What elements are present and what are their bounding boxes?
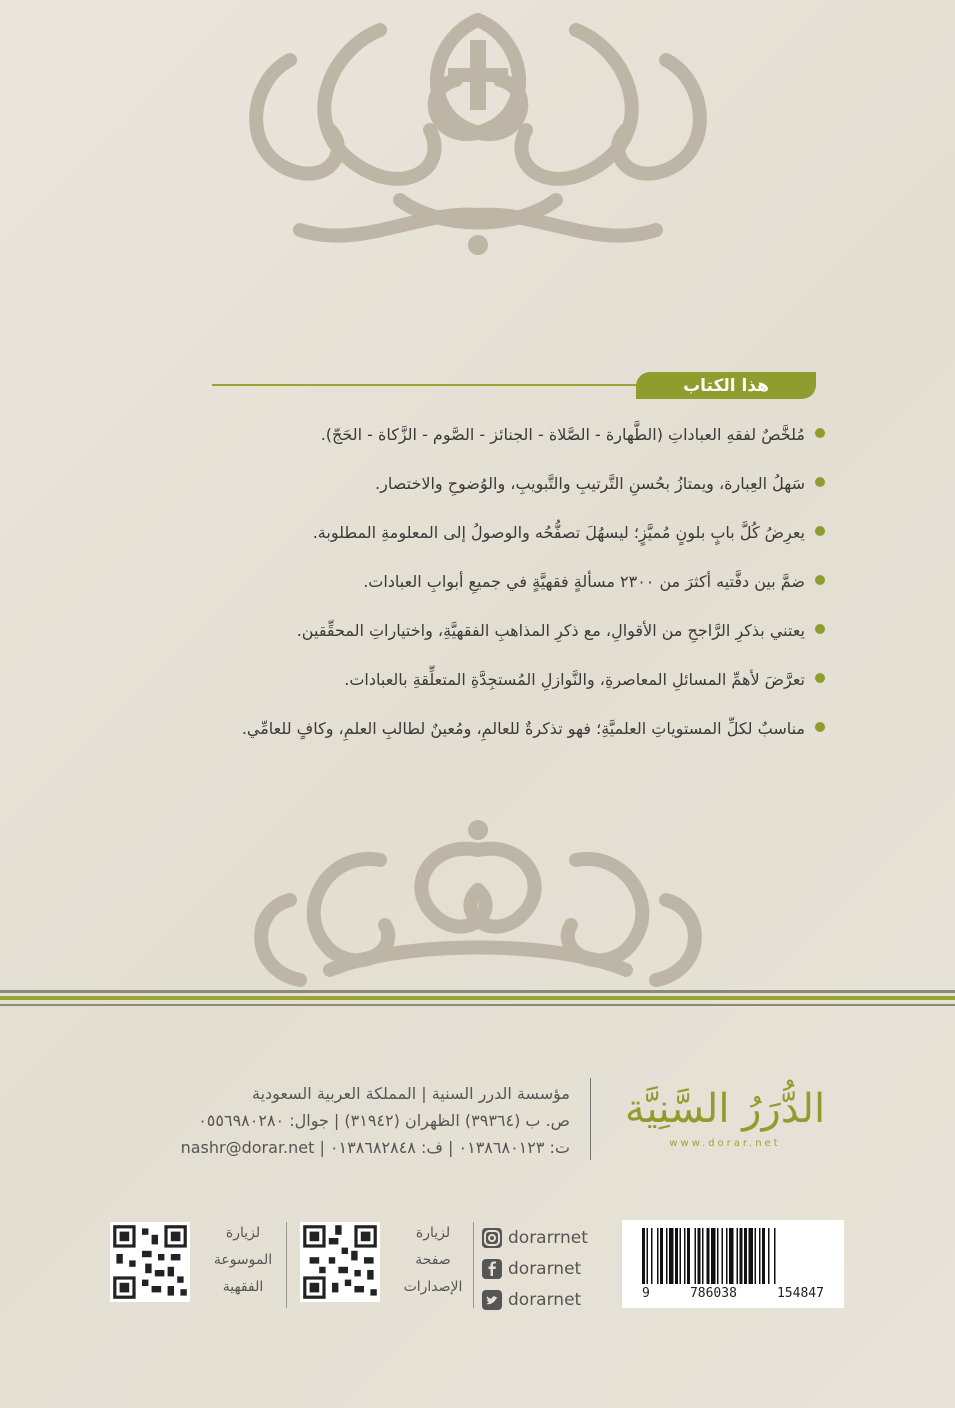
bullet-icon bbox=[815, 575, 825, 585]
barcode-bar bbox=[737, 1228, 739, 1284]
barcode-bar bbox=[755, 1228, 757, 1284]
barcode-bar bbox=[726, 1228, 728, 1284]
top-ornament-decoration bbox=[0, 0, 955, 260]
social-links bbox=[482, 1222, 592, 1315]
barcode-bars bbox=[642, 1228, 824, 1284]
barcode-bar bbox=[695, 1228, 697, 1284]
feature-item: مُلخَّصٌ لفقهِ العباداتِ (الطَّهارة - الصَّلاة - الجنائز - الصَّوم - الزَّكاة - الحَجّ). bbox=[205, 410, 825, 459]
vertical-divider bbox=[590, 1078, 591, 1160]
barcode-bar bbox=[647, 1228, 649, 1284]
barcode-bar bbox=[717, 1228, 719, 1284]
social-link-facebook[interactable]: dorarnet bbox=[482, 1253, 592, 1284]
barcode-bar bbox=[687, 1228, 690, 1284]
feature-item: يعتني بذكرِ الرَّاجحِ من الأقوالِ، مع ذكرِ المذاهبِ الفقهيَّةِ، واختياراتِ المحقِّقين. bbox=[205, 606, 825, 655]
barcode-bar bbox=[759, 1228, 761, 1284]
qr-code-encyclopedia[interactable] bbox=[110, 1222, 190, 1302]
social-link-instagram[interactable]: dorarrnet bbox=[482, 1222, 592, 1253]
barcode-bar bbox=[722, 1228, 724, 1284]
isbn-barcode bbox=[622, 1220, 844, 1308]
barcode-bar bbox=[774, 1228, 776, 1284]
barcode-bar bbox=[669, 1228, 674, 1284]
vertical-divider bbox=[286, 1222, 287, 1308]
bullet-icon bbox=[815, 428, 825, 438]
logo-wordmark: الدُّرَرُ السَّنِيَّة bbox=[624, 1086, 826, 1132]
barcode-bar bbox=[666, 1228, 668, 1284]
bullet-icon bbox=[815, 624, 825, 634]
bottom-ornament-decoration bbox=[0, 810, 955, 990]
barcode-bar bbox=[642, 1228, 645, 1284]
bullet-icon bbox=[815, 526, 825, 536]
divider-line bbox=[0, 990, 955, 993]
barcode-bar bbox=[707, 1228, 710, 1284]
facebook-icon bbox=[482, 1259, 502, 1279]
contact-line: ص. ب (٣٩٣٦٤) الظهران (٣١٩٤٢) | جوال: ٠٥٥٦٩٨٠٢٨٠ bbox=[198, 1111, 570, 1130]
social-link-twitter[interactable]: dorarnet bbox=[482, 1284, 592, 1315]
qr-label-publications: لزيارة صفحة الإصدارات bbox=[403, 1225, 463, 1295]
barcode-bar bbox=[744, 1228, 747, 1284]
feature-item: مناسبٌ لكلِّ المستوياتِ العلميَّةِ؛ فهو تذكرةٌ للعالمِ، ومُعينٌ لطالبِ العلمِ، وكافٍ للعامِّي. bbox=[205, 704, 825, 753]
barcode-bar bbox=[660, 1228, 663, 1284]
bullet-icon bbox=[815, 722, 825, 732]
qr-label-encyclopedia: لزيارة الموسوعة الفقهية bbox=[213, 1225, 273, 1295]
barcode-bar bbox=[680, 1228, 682, 1284]
qr-code-publications[interactable] bbox=[300, 1222, 380, 1302]
isbn-number: 9 786038 154847 bbox=[642, 1286, 824, 1301]
contact-line: ت: ٠١٣٨٦٨٠١٢٣ | ف: ٠١٣٨٦٨٢٨٤٨ | nashr@dorar.net bbox=[180, 1138, 570, 1157]
divider-line-accent bbox=[0, 996, 955, 1000]
features-list bbox=[205, 410, 825, 753]
barcode-bar bbox=[768, 1228, 770, 1284]
barcode-bar bbox=[729, 1228, 734, 1284]
bullet-icon bbox=[815, 477, 825, 487]
bullet-icon bbox=[815, 673, 825, 683]
publisher-logo bbox=[605, 1080, 845, 1170]
instagram-icon bbox=[482, 1228, 502, 1248]
barcode-bar bbox=[657, 1228, 659, 1284]
barcode-bar bbox=[698, 1228, 701, 1284]
divider-line bbox=[0, 1004, 955, 1006]
feature-item: تعرَّضَ لأهمِّ المسائلِ المعاصرةِ، والنَّوازلِ المُستجِدَّةِ المتعلِّقةِ بالعبادات. bbox=[205, 655, 825, 704]
barcode-bar bbox=[762, 1228, 765, 1284]
barcode-bar bbox=[711, 1228, 716, 1284]
feature-item: ضمَّ بين دفَّتيه أكثرَ من ٢٣٠٠ مسألةٍ فقهيَّةٍ في جميعِ أبوابِ العبادات. bbox=[205, 557, 825, 606]
logo-website: www.dorar.net bbox=[669, 1138, 781, 1149]
vertical-divider bbox=[473, 1222, 474, 1308]
heading-underline bbox=[212, 384, 638, 386]
barcode-bar bbox=[749, 1228, 754, 1284]
barcode-bar bbox=[684, 1228, 686, 1284]
feature-item: سَهلُ العِبارة، ويمتازُ بحُسنِ التَّرتيبِ والتَّبويبِ، والوُضوحِ والاختصار. bbox=[205, 459, 825, 508]
barcode-bar bbox=[675, 1228, 678, 1284]
barcode-bar bbox=[702, 1228, 704, 1284]
barcode-bar bbox=[651, 1228, 653, 1284]
contact-line: مؤسسة الدرر السنية | المملكة العربية السعودية bbox=[252, 1084, 570, 1103]
publisher-contact bbox=[100, 1080, 570, 1161]
barcode-bar bbox=[740, 1228, 743, 1284]
section-heading: هذا الكتاب bbox=[636, 372, 816, 399]
feature-item: يعرِضُ كُلَّ بابٍ بلونٍ مُميَّزٍ؛ ليسهُلَ تصفُّحُه والوصولُ إلى المعلومةِ المطلوبة. bbox=[205, 508, 825, 557]
twitter-icon bbox=[482, 1290, 502, 1310]
